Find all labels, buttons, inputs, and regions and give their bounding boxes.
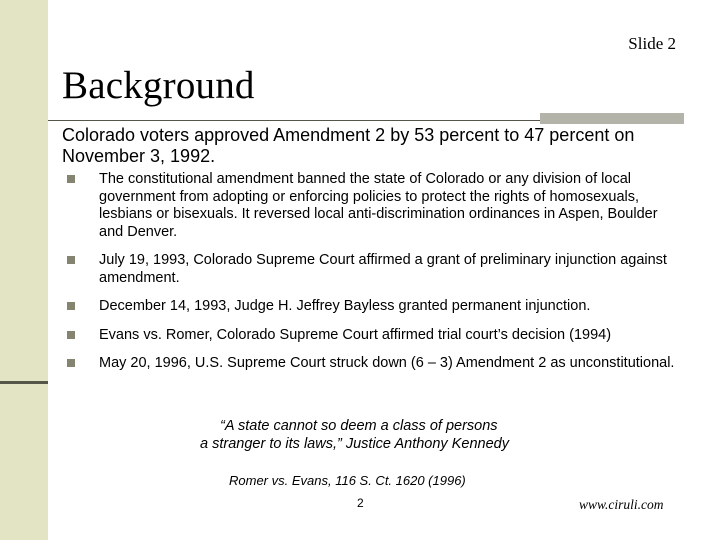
bullet-item xyxy=(62,171,682,241)
intro-paragraph: Colorado voters approved Amendment 2 by 53 percent to 47 percent on November 3, 1992. xyxy=(62,125,635,166)
quote-line-1: “A state cannot so deem a class of persons xyxy=(220,418,498,434)
title-underline xyxy=(48,120,540,121)
square-bullet-icon xyxy=(67,175,75,183)
square-bullet-icon xyxy=(67,331,75,339)
square-bullet-icon xyxy=(67,302,75,310)
website-footer: www.ciruli.com xyxy=(579,497,664,512)
bullet-item xyxy=(62,298,682,316)
square-bullet-icon xyxy=(67,359,75,367)
kennedy-quote xyxy=(200,417,560,453)
bullet-item xyxy=(62,355,682,373)
case-citation: Romer vs. Evans, 116 S. Ct. 1620 (1996) xyxy=(229,473,466,488)
left-decorative-bar xyxy=(0,0,48,540)
bullet-list xyxy=(62,171,682,373)
slide-number-label: Slide 2 xyxy=(628,34,676,53)
bullet-text: December 14, 1993, Judge H. Jeffrey Bayless granted permanent injunction. xyxy=(99,298,591,314)
page-number: 2 xyxy=(357,496,364,510)
bullet-text: Evans vs. Romer, Colorado Supreme Court affirmed trial court’s decision (1994) xyxy=(99,326,612,343)
bullet-text: May 20, 1996, U.S. Supreme Court struck down (6 – 3) Amendment 2 as unconstitutional. xyxy=(99,355,675,371)
bullet-item xyxy=(62,327,682,345)
quote-line-2: a stranger to its laws,” Justice Anthony Kennedy xyxy=(200,436,509,452)
bullet-item xyxy=(62,252,682,287)
bullet-text: The constitutional amendment banned the state of Colorado or any division of local government from adopting or enforcing policies to protect the rights of homosexuals, lesbians or bisexuals. It reversed local anti-discrimination ordinances in Aspen, Boulder and Denver. xyxy=(99,171,658,240)
slide-title: Background xyxy=(62,64,255,107)
square-bullet-icon xyxy=(67,256,75,264)
left-accent-line xyxy=(0,381,48,384)
bullet-text: July 19, 1993, Colorado Supreme Court affirmed a grant of preliminary injunction against amendment. xyxy=(99,252,667,286)
title-underline-accent xyxy=(540,113,684,124)
